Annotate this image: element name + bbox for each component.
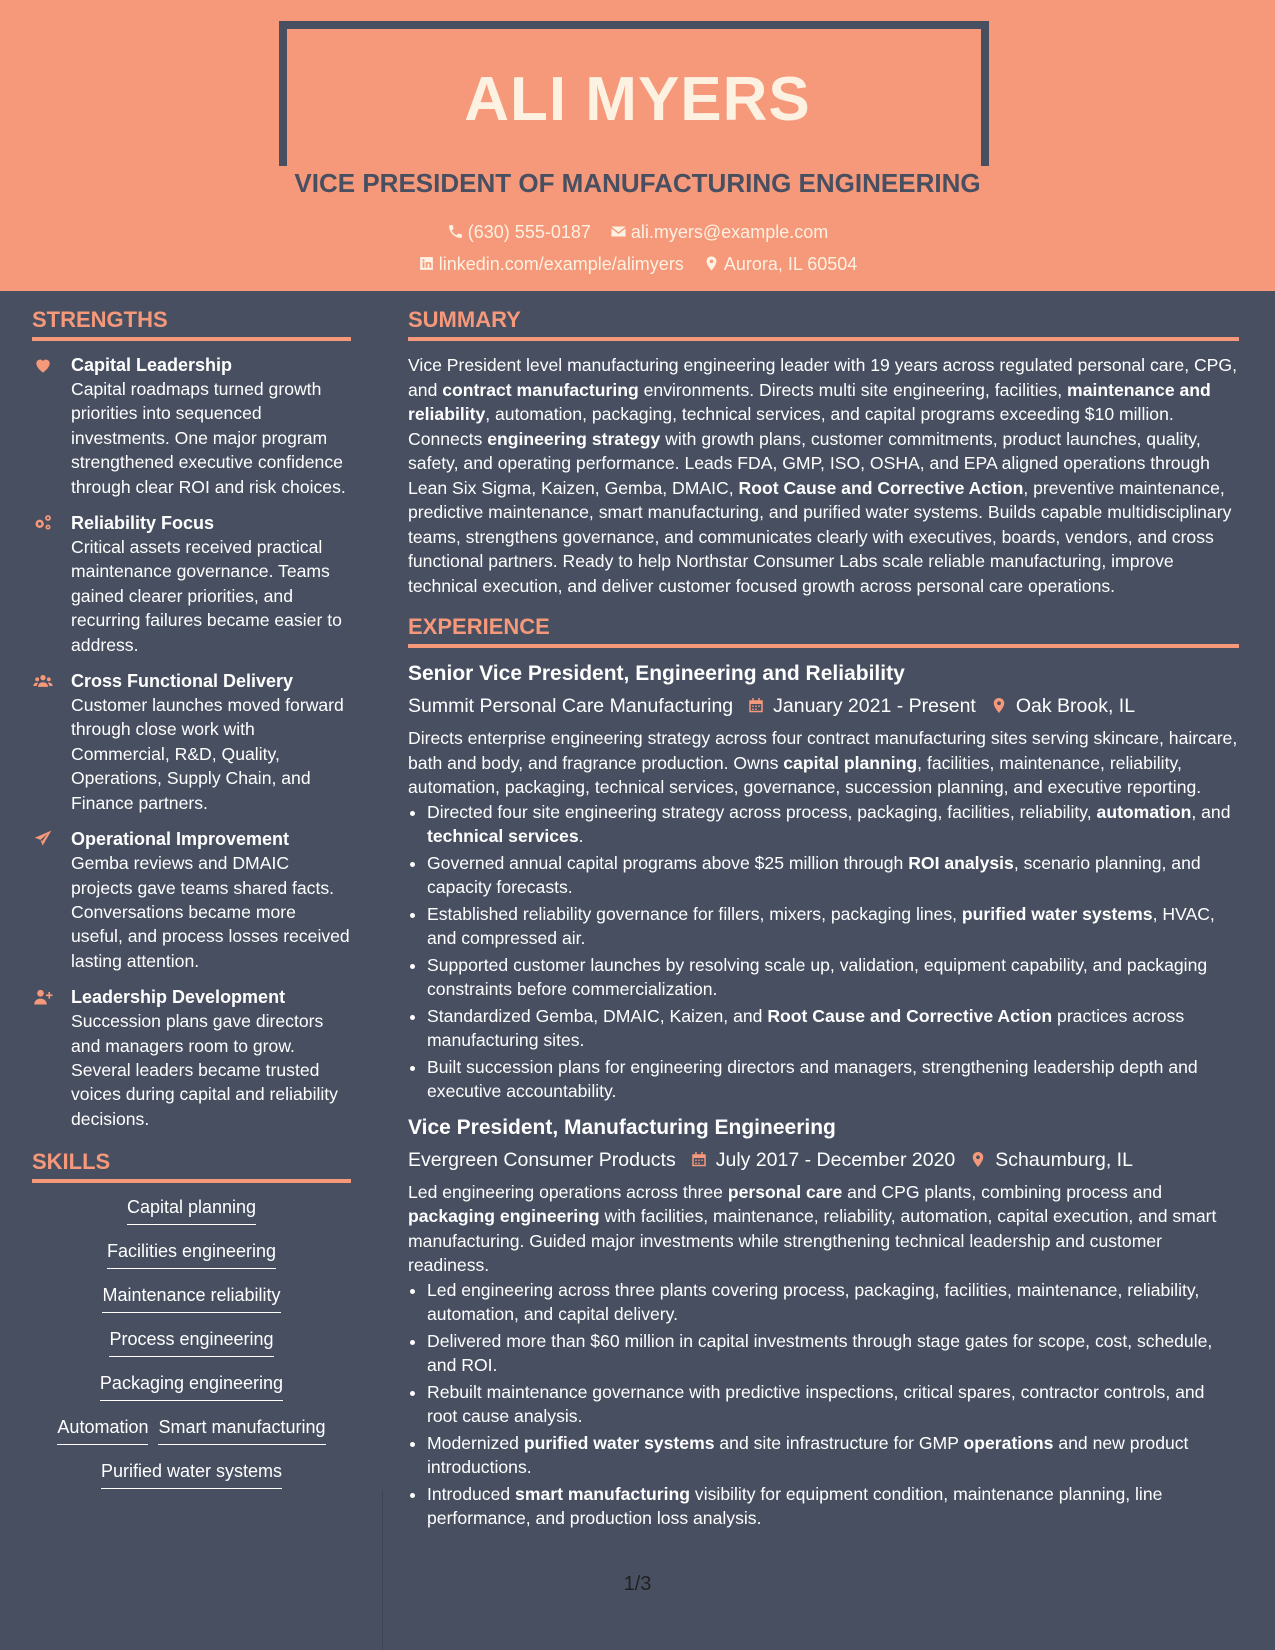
skill-row <box>32 1195 351 1225</box>
strengths-heading: STRENGTHS <box>32 303 351 341</box>
job-location: Schaumburg, IL <box>969 1146 1133 1174</box>
skill-row <box>32 1239 351 1269</box>
calendar-icon <box>747 696 765 715</box>
job-bullets <box>408 800 1239 1104</box>
contact-row-2 <box>0 252 1275 276</box>
contact-row-1 <box>0 220 1275 244</box>
location-contact <box>703 252 857 276</box>
job-entry <box>408 1114 1239 1531</box>
emphasis: Root Cause and Corrective Action <box>767 1005 1053 1026</box>
skill-tag: Automation <box>57 1415 148 1445</box>
job-company: Summit Personal Care Manufacturing <box>408 695 734 717</box>
skill-tag: Capital planning <box>127 1195 256 1225</box>
strength-title: Leadership Development <box>71 987 286 1008</box>
job-meta <box>408 1146 1239 1174</box>
linkedin-contact[interactable] <box>418 252 684 276</box>
page-number: 1/3 <box>623 1573 652 1595</box>
skill-row <box>32 1459 351 1489</box>
emphasis: purified water systems <box>523 1432 715 1453</box>
strength-item <box>32 511 351 657</box>
strength-item <box>32 985 351 1131</box>
strength-title: Reliability Focus <box>71 513 215 534</box>
heart-icon <box>32 353 71 499</box>
skill-tag: Smart manufacturing <box>158 1415 325 1445</box>
emphasis: maintenance and reliability <box>408 379 1211 424</box>
emphasis: ROI analysis <box>908 852 1014 873</box>
job-bullet: • Governed annual capital programs above $25 million through ROI analysis, scenario planning, and capacity forecasts. <box>427 851 1239 900</box>
strength-item <box>32 353 351 499</box>
job-bullet: • Modernized purified water systems and site infrastructure for GMP operations and new product introductions. <box>427 1431 1239 1480</box>
job-bullet: • Established reliability governance for fillers, mixers, packaging lines, purified water systems, HVAC, and compressed air. <box>427 902 1239 951</box>
skills-heading: SKILLS <box>32 1145 351 1183</box>
emphasis: engineering strategy <box>487 428 661 449</box>
strength-item <box>32 669 351 815</box>
skill-tag: Purified water systems <box>101 1459 282 1489</box>
left-column <box>32 303 351 1503</box>
map-pin-icon <box>969 1150 987 1169</box>
candidate-title: VICE PRESIDENT OF MANUFACTURING ENGINEERING <box>294 168 981 198</box>
job-intro: Led engineering operations across three personal care and CPG plants, combining process and packaging engineering with facilities, maintenance, reliability, automation, capital execution, and smart manufacturing. Guided major investments while strengthening technical leadership and customer readiness. <box>408 1181 1217 1275</box>
emphasis: packaging engineering <box>408 1206 600 1226</box>
job-company: Evergreen Consumer Products <box>408 1148 676 1171</box>
strength-item <box>32 827 351 973</box>
strength-desc: Succession plans gave directors and managers room to grow. Several leaders became trusted voices during capital and reliability decisions. <box>71 1011 338 1129</box>
map-pin-icon <box>703 255 720 272</box>
job-bullet: • Led engineering across three plants covering process, packaging, facilities, maintenance, reliability, automation, and capital delivery. <box>427 1278 1239 1327</box>
emphasis: contract manufacturing <box>442 379 639 400</box>
emphasis: purified water systems <box>961 903 1153 924</box>
job-title: Senior Vice President, Engineering and Reliability <box>408 662 905 685</box>
location-text: Aurora, IL 60504 <box>723 254 858 274</box>
phone-contact <box>447 220 591 244</box>
summary-text: Vice President level manufacturing engineering leader with 19 years across regulated personal care, CPG, and contract manufacturing environments. Directs multi site engineering, facilities, maintenance and reliability, automation, packaging, technical services, and capital programs exceeding $10 million. Connects engineering strategy with growth plans, customer commitments, product launches, quality, safety, and operating performance. Leads FDA, GMP, ISO, OSHA, and EPA aligned operations through Lean Six Sigma, Kaizen, Gemba, DMAIC, Root Cause and Corrective Action, preventive maintenance, predictive maintenance, smart manufacturing, and purified water systems. Builds capable multidisciplinary teams, strengthens governance, and communicates clearly with executives, boards, vendors, and cross functional partners. Ready to help Northstar Consumer Labs scale reliable manufacturing, improve technical execution, and deliver customer focused growth across personal care operations. <box>408 355 1237 596</box>
linkedin-text: linkedin.com/example/alimyers <box>438 254 684 274</box>
job-bullet: • Introduced smart manufacturing visibility for equipment condition, maintenance planning, line performance, and production loss analysis. <box>427 1482 1239 1531</box>
job-bullet: • Supported customer launches by resolving scale up, validation, equipment capability, and packaging constraints before commercialization. <box>427 953 1239 1002</box>
job-bullet: • Standardized Gemba, DMAIC, Kaizen, and Root Cause and Corrective Action practices across manufacturing sites. <box>427 1004 1239 1053</box>
skill-row <box>32 1327 351 1357</box>
experience-list <box>408 660 1239 1531</box>
emphasis: automation <box>1096 801 1192 822</box>
strength-desc: Capital roadmaps turned growth priorities into sequenced investments. One major program strengthened executive confidence through clear ROI and risk choices. <box>71 379 346 497</box>
strength-title: Cross Functional Delivery <box>71 671 294 692</box>
email-contact[interactable] <box>610 220 828 244</box>
strengths-list <box>32 353 351 1131</box>
strength-desc: Gemba reviews and DMAIC projects gave teams shared facts. Conversations became more useful, and process losses received lasting attention. <box>71 853 350 971</box>
emphasis: capital planning <box>783 752 918 773</box>
job-bullet: • Delivered more than $60 million in capital investments through stage gates for scope, cost, schedule, and ROI. <box>427 1329 1239 1378</box>
map-pin-icon <box>990 696 1008 715</box>
skill-row <box>32 1283 351 1313</box>
skill-tag: Maintenance reliability <box>102 1283 280 1313</box>
strength-desc: Critical assets received practical maintenance governance. Teams gained clearer priorities, and recurring failures became easier to address. <box>71 537 342 655</box>
job-entry <box>408 660 1239 1104</box>
job-title: Vice President, Manufacturing Engineering <box>408 1115 836 1139</box>
calendar-icon <box>690 1150 708 1169</box>
column-divider <box>382 1490 383 1650</box>
emphasis: Root Cause and Corrective Action <box>738 477 1024 498</box>
skill-row <box>32 1371 351 1401</box>
job-bullet: • Built succession plans for engineering directors and managers, strengthening leadership depth and executive accountability. <box>427 1055 1239 1104</box>
strength-title: Operational Improvement <box>71 829 290 850</box>
skill-tag: Facilities engineering <box>107 1239 276 1269</box>
job-dates: July 2017 - December 2020 <box>690 1146 956 1174</box>
emphasis: smart manufacturing <box>515 1483 691 1504</box>
skill-tag: Packaging engineering <box>100 1371 283 1401</box>
emphasis: personal care <box>727 1181 843 1202</box>
paper-plane-icon <box>32 827 71 973</box>
skills-list <box>32 1195 351 1489</box>
job-bullet: • Rebuilt maintenance governance with predictive inspections, critical spares, contractor controls, and root cause analysis. <box>427 1380 1239 1429</box>
skill-row <box>32 1415 351 1445</box>
job-location: Oak Brook, IL <box>990 692 1135 720</box>
phone-text: (630) 555-0187 <box>467 222 591 242</box>
phone-icon <box>447 223 464 240</box>
job-dates: January 2021 - Present <box>747 692 976 720</box>
candidate-name: ALI MYERS <box>464 65 811 134</box>
gears-icon <box>32 511 71 657</box>
right-column <box>408 303 1239 1533</box>
strength-desc: Customer launches moved forward through close work with Commercial, R&D, Quality, Operations, Supply Chain, and Finance partners. <box>71 695 344 813</box>
envelope-icon <box>610 223 627 240</box>
job-bullet: • Directed four site engineering strategy across process, packaging, facilities, reliability, automation, and technical services. <box>427 800 1239 849</box>
email-text: ali.myers@example.com <box>630 222 829 242</box>
summary-heading: SUMMARY <box>408 303 1239 341</box>
header-band <box>0 0 1275 291</box>
job-intro: Directs enterprise engineering strategy across four contract manufacturing sites serving skincare, haircare, bath and body, and fragrance production. Owns capital planning, facilities, maintenance, reliability, automation, packaging, technical services, governance, succession planning, and executive reporting. <box>408 728 1238 797</box>
job-meta <box>408 692 1239 720</box>
experience-heading: EXPERIENCE <box>408 610 1239 648</box>
emphasis: technical services <box>427 826 579 846</box>
strength-title: Capital Leadership <box>71 355 233 375</box>
emphasis: operations <box>963 1432 1054 1453</box>
users-icon <box>32 669 71 815</box>
skill-tag: Process engineering <box>109 1327 273 1357</box>
linkedin-icon <box>418 255 435 272</box>
job-bullets <box>408 1278 1239 1531</box>
user-plus-icon <box>32 985 71 1131</box>
